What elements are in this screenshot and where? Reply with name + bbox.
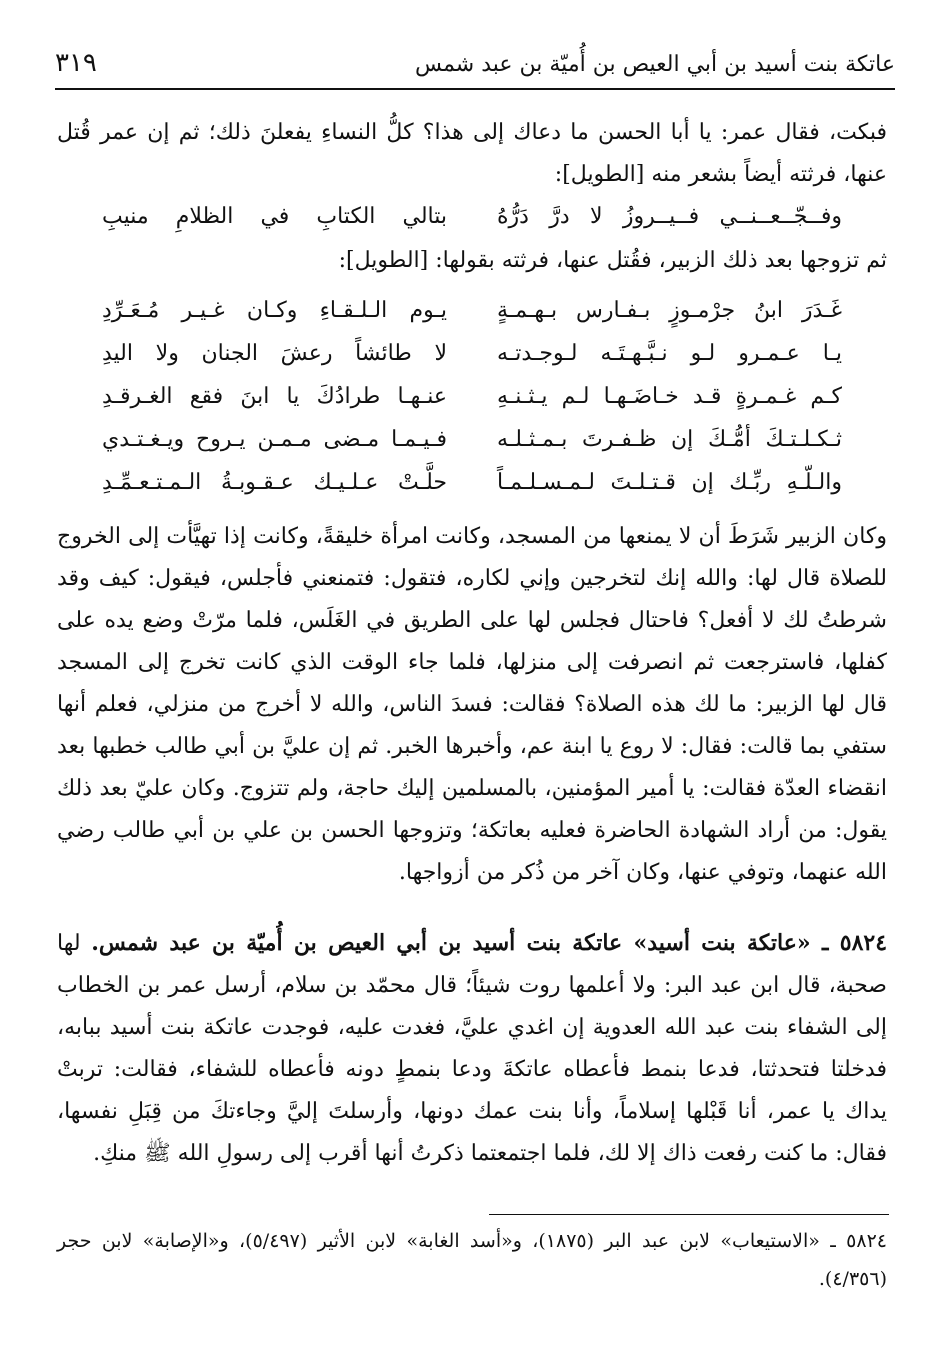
verse-second-hemistich: لا طائشاً رعشَ الجنان ولا اليدِ xyxy=(102,341,447,366)
entry-heading: ٥٨٢٤ ـ «عاتكة بنت أسيد» عاتكة بنت أسيد بن أبي العيص بن أُميّة بن عبد شمس. xyxy=(91,930,888,956)
verse-first-hemistich: ثـكـلـتـكَ أمُّـكَ إن ظـفـرتَ بـمـثـلـه xyxy=(497,427,842,452)
verse-first-hemistich: غَـدَرَ ابنُ جرْمـوزٍ بـفـارس بـهـمـةٍ xyxy=(497,298,842,323)
footnote-divider xyxy=(489,1214,889,1215)
paragraph-transition: ثم تزوجها بعد ذلك الزبير، فقُتل عنها، فرثته بقولها: [الطويل]: xyxy=(338,248,887,273)
biography-entry xyxy=(57,922,887,1175)
paragraph-intro: فبكت، فقال عمر: يا أبا الحسن ما دعاك إلى هذا؟ كلُّ النساءِ يفعلنَ ذلك؛ ثم إن عمر قُتل عنها، فرثته أيضاً بشعر منه [الطويل]: xyxy=(57,120,887,187)
footnote: ٥٨٢٤ ـ «الاستيعاب» لابن عبد البر (١٨٧٥)، و«أسد الغابة» لابن الأثير (٥/٤٩٧)، و«الإصابة» لابن حجر (٤/٣٥٦). xyxy=(57,1230,887,1290)
verse-line xyxy=(57,462,887,504)
verse-first-hemistich: وفــجّــعــنــي فــيــروزُ لا درَّ دَرُّهُ xyxy=(497,204,842,229)
verse-line xyxy=(57,333,887,375)
entry-body: لها صحبة، قال ابن عبد البر: ولا أعلمها روت شيئاً؛ قال محمّد بن سلام، أرسل عمر بن الخطاب إلى الشفاء بنت عبد الله العدوية إن اغدي عليَّ، فغدت عليه، فوجدت عاتكة بنت أسيد ببابه، فدخلتا فتحدثتا، فدعا بنمط فأعطاه عاتكةَ ودعا بنمطٍ دونه فأعطاه للشفاء، فقالت: تربتْ يداك يا عمر، أنا قَبْلها إسلاماً، وأنا بنت عمك دونها، وأرسلتَ إليَّ وجاءتكَ من قِبَلِ نفسها، فقال: ما كنت رفعت ذاك إلا لك، فلما اجتمعتما ذكرتُ أنها أقرب إلى رسولِ الله ﷺ منكِ. xyxy=(57,931,887,1166)
verse-second-hemistich: عنـهـا طرادُكَ يا ابنَ فقع الغـرقـدِ xyxy=(102,384,447,409)
running-header xyxy=(55,38,895,90)
verse-second-hemistich: حلَّـتْ عـلـيـك عـقـوبـةُ الـمـتـعـمِّـدِ xyxy=(102,470,447,495)
page-number: ٣١٩ xyxy=(55,48,97,78)
verse-line xyxy=(57,196,887,238)
verse-second-hemistich: فـيـمـا مـضى مـمـن يـروح ويـغـتـدي xyxy=(102,427,447,452)
verse-line xyxy=(57,376,887,418)
verse-second-hemistich: بتالي الكتابِ في الظلامِ منيبِ xyxy=(102,204,447,229)
verse-line xyxy=(57,419,887,461)
verse-first-hemistich: كـم غـمـرةٍ قـد خـاضَـهـا لـم يـثـنـهِ xyxy=(497,384,842,409)
verse-line xyxy=(57,290,887,332)
header-title: عاتكة بنت أسيد بن أبي العيص بن أُميّة بن عبد شمس xyxy=(415,52,895,77)
paragraph-narrative: وكان الزبير شَرَطَ أن لا يمنعها من المسجد، وكانت امرأة خليقةً، وكانت إذا تهيَّأت إلى الخروج للصلاة قال لها: والله إنك لتخرجين وإني لكاره، فتقول: فتمنعني فأجلس، فيقول: كيف وقد شرطتُ لك لا أفعل؟ فاحتال فجلس لها على الطريق في الغَلَس، فلما مرّتْ وضع يده على كفلها، فاسترجعت ثم انصرفت إلى منزلها، فلما جاء الوقت الذي كانت تخرج إلى المسجد قال لها الزبير: ما لك هذه الصلاة؟ فقالت: فسدَ الناس، والله لا أخرج من منزلي، فعلم أنها ستفي بما قالت: فقال: لا روع يا ابنة عم، وأخبرها الخبر. ثم إن عليَّ بن أبي طالب خطبها بعد انقضاء العدّة فقالت: يا أمير المؤمنين، بالمسلمين إليك حاجة، ولم تتزوج. وكان عليّ بعد ذلك يقول: من أراد الشهادة الحاضرة فعليه بعاتكة؛ وتزوجها الحسن بن علي بن أبي طالب رضي الله عنهما، وتوفي عنها، وكان آخر من ذُكر من أزواجها. xyxy=(57,524,887,885)
verse-second-hemistich: يـوم الـلـقـاءِ وكـان غـيـر مُـعَـرِّدِ xyxy=(102,298,447,323)
verse-first-hemistich: والـلّـهِ ربِّـك إن قـتـلـتَ لـمـسـلـمـاً xyxy=(497,470,842,495)
verse-first-hemistich: يـا عـمـرو لـو نـبَّـهـتَـه لـوجـدتـه xyxy=(497,341,842,366)
